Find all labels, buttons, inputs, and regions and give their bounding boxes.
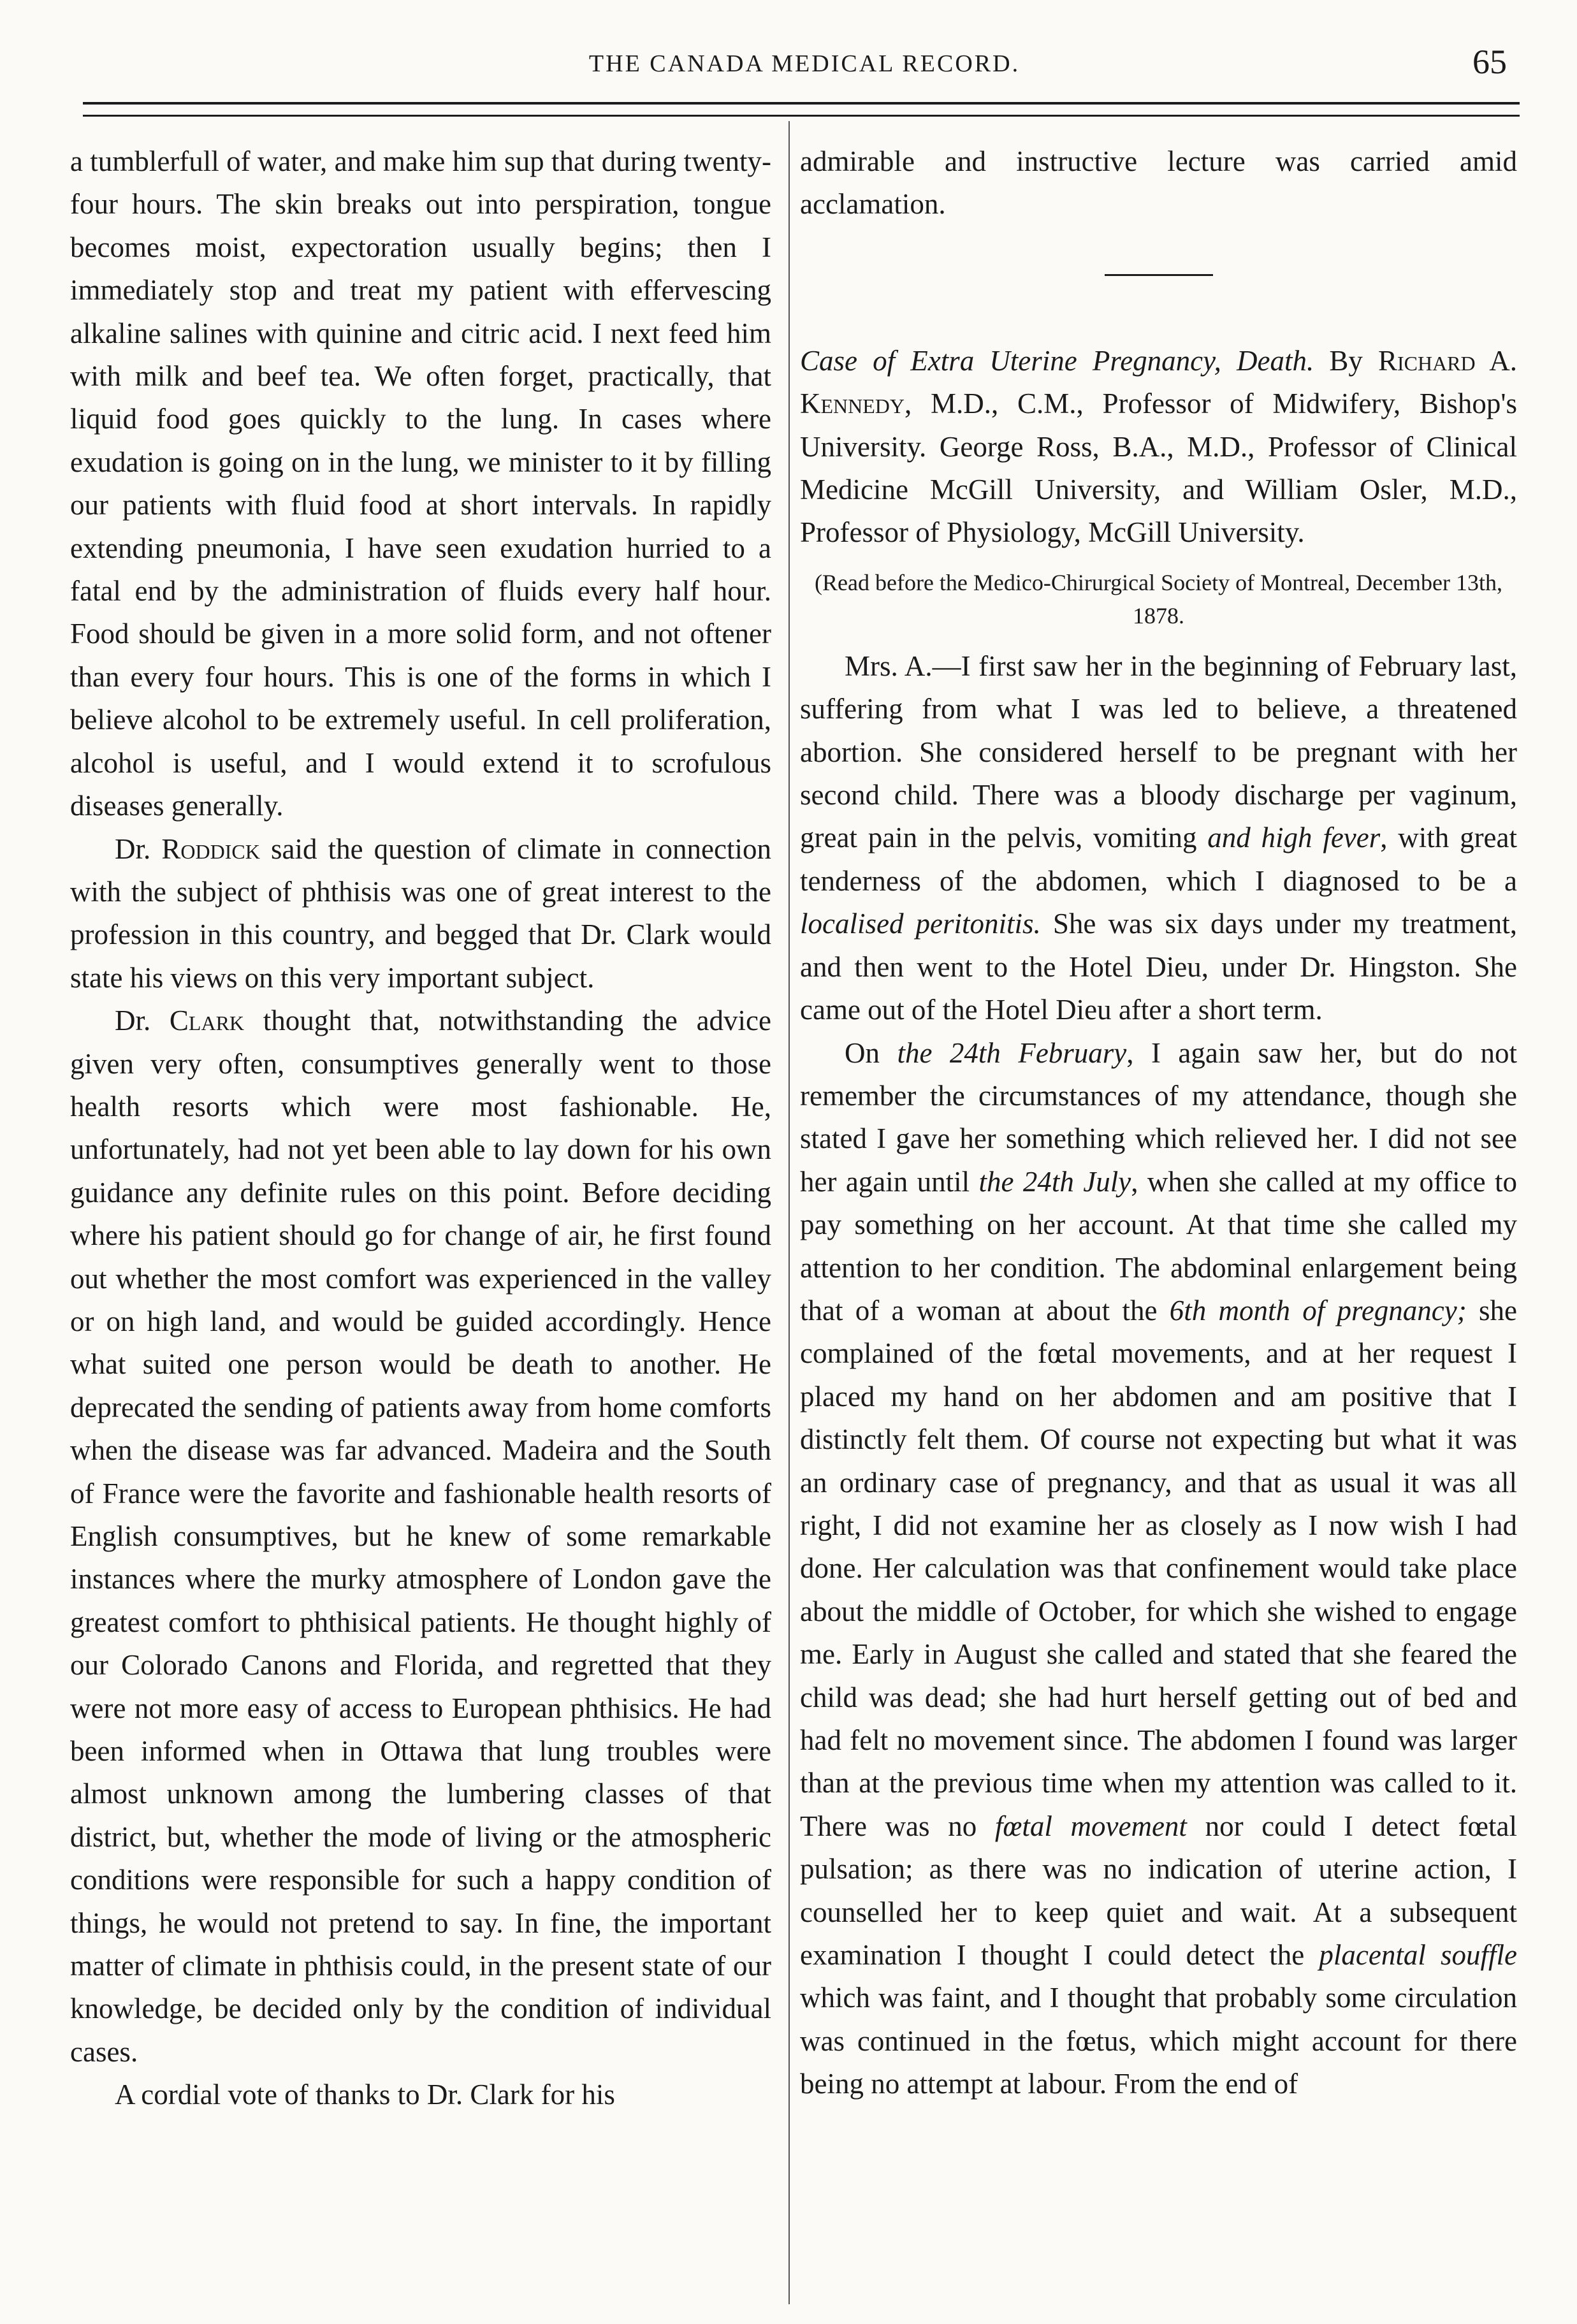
text: she complained of the fœtal movements, and at her request I placed my hand on her abdomen and am positive that I distinctly felt them. Of course not expecting but what it was an ordinary case of pregnancy, and that as usual it was all right, I did not examine her as closely as I now wish I had done. Her calculation was that confinement would take place about the middle of October, for which she wished to engage me. Early in August she called and stated that she feared the child was dead; she had hurt herself getting out of bed and had felt no movement since. The abdomen I found was larger than at the previous time when my attention was called to it. There was no [800,1294,1517,1842]
paragraph: A cordial vote of thanks to Dr. Clark for his [115,2079,615,2111]
paragraph: a tumblerfull of water, and make him sup that during twenty-four hours. The skin breaks out into perspiration, tongue becomes moist, expectoration usually begins; then I immediately stop and treat my patient with effervescing alkaline salines with quinine and citric acid. I next feed him with milk and beef tea. We often forget, practically, that liquid food goes quickly to the lung. In cases where exudation is going on in the lung, we minister to it by filling our patients with fluid food at short intervals. In rapidly extending pneumonia, I have seen exudation hurried to a fatal end by the administration of fluids every half hour. Food should be given in a more solid form, and not oftener than every four hours. This is one of the forms in which I believe alcohol to be extremely useful. In cell proliferation, alcohol is useful, and I would extend it to scrofulous diseases generally. [70,145,771,822]
italic-text: the 24th July [978,1165,1131,1198]
running-title: THE CANADA MEDICAL RECORD. [588,50,1021,77]
paragraph [800,645,1517,1032]
text: , when she called at my office to pay something on her account. At that time she called my attention to her condition. The abdominal enlargement being that of a woman at about the [800,1165,1517,1326]
reading-note: (Read before the Medico-Chirurgical Society of Montreal, December 13th, 1878. [815,569,1502,628]
paragraph: Dr. Roddick said the question of climate in connection with the subject of phthisis was one of great interest to the profession in this country, and begged that Dr. Clark would state his views on this very important subject. [70,832,771,994]
right-column [800,140,1517,2106]
italic-text: the 24th February [897,1036,1127,1069]
article-heading [800,340,1517,555]
italic-text: and high fever [1207,822,1381,854]
page-number: 65 [1472,43,1507,81]
paragraph-text: thought that, notwithstanding the advice given very often, consumptives generally went to those health resorts which were most fashionable. He, unfortunately, had not yet been able to lay down for his own guidance any definite rules on this point. Before deciding where his patient should go for change of air, he first found out whether the most comfort was experienced in the valley or on high land, and would be guided accordingly. Hence what suited one person would be death to another. He deprecated the sending of patients away from home comforts when the disease was far advanced. Madeira and the South of France were the favorite and fashionable health resorts of English consumptives, but he knew of some remarkable instances where the murky atmosphere of London gave the greatest comfort to phthisical patients. He thought highly of our Colorado Canons and Florida, and regretted that they were not more easy of access to European phthisics. He had been informed when in Ottawa that lung troubles were almost unknown among the lumbering classes of that district, but, whether the mode of living or the atmospheric conditions were responsible for such a happy condition of things, he would not pretend to say. In fine, the important matter of climate in phthisis could, in the present state of our knowledge, be decided only by the condition of individual cases. [70,1005,771,2068]
paragraph-text: said the question of climate in connection with the subject of phthisis was one of great interest to the profession in this country, and begged that Dr. Clark would state his views on this very important subject. [70,832,771,994]
paragraph [800,1032,1517,2106]
text: which was faint, and I thought that probably some circulation was continued in the fœtus, which might account for there being no attempt at labour. From the end of [800,1982,1517,2100]
text: , I again saw her, but do not remember the circumstances of my attendance, though she stated I gave her something which relieved her. I did not see her again until [800,1036,1518,1198]
section-separator [1105,274,1213,276]
italic-text: fœtal movement [994,1810,1187,1842]
speaker-name: Clark [169,1005,245,1037]
header-rule [83,102,1520,105]
article-title: Case of Extra Uterine Pregnancy, Death. [800,344,1314,377]
left-column [70,140,771,2117]
italic-text: 6th month of pregnancy; [1169,1294,1467,1326]
paragraph: admirable and instructive lecture was carried amid acclamation. [800,145,1517,221]
paragraph: Dr. Clark thought that, notwithstanding the advice given very often, consumptives generally went to those health resorts which were most fashionable. He, unfortunately, had not yet been able to lay down for his own guidance any definite rules on this point. Before deciding where his patient should go for change of air, he first found out whether the most comfort was experienced in the valley or on high land, and would be guided accordingly. Hence what suited one person would be death to another. He deprecated the sending of patients away from home comforts when the disease was far advanced. Madeira and the South of France were the favorite and fashionable health resorts of English consumptives, but he knew of some remarkable instances where the murky atmosphere of London gave the greatest comfort to phthisical patients. He thought highly of our Colorado Canons and Florida, and regretted that they were not more easy of access to European phthisics. He had been informed when in Ottawa that lung troubles were almost unknown among the lumbering classes of that district, but, whether the mode of living or the atmospheric conditions were responsible for such a happy condition of things, he would not pretend to say. In fine, the important matter of climate in phthisis could, in the present state of our knowledge, be decided only by the condition of individual cases. [70,1005,771,2068]
speaker-name: Roddick [161,832,260,865]
text: nor could I detect fœtal pulsation; as there was no indication of uterine action, I counselled her to keep quiet and wait. At a subsequent examination I thought I could detect the [800,1810,1517,1972]
author-credits: , M.D., C.M., Professor of Midwifery, Bishop's University. George Ross, B.A., M.D., Professor of Clinical Medicine McGill University, and William Osler, M.D., Professor of Physiology, McGill University. [800,388,1517,549]
italic-text: placental souffle [1319,1939,1517,1972]
header-rule-double [83,115,1520,117]
column-divider [788,121,790,2304]
italic-text: localised peritonitis. [800,908,1041,940]
by-word: By [1329,344,1363,377]
author-name: Richard A. Kennedy [800,344,1518,420]
text: Mrs. A.—I first saw her in the beginning of February last, suffering from what I was led to believe, a threatened abortion. She considered herself to be pregnant with her second child. There was a bloody discharge per vaginum, great pain in the pelvis, vomiting [800,650,1517,854]
text: , with great tenderness of the abdomen, which I diagnosed to be a [800,822,1517,897]
page-header [83,37,1526,94]
text: On [845,1036,898,1069]
text: She was six days under my treatment, and then went to the Hotel Dieu, under Dr. Hingston. She came out of the Hotel Dieu after a short term. [800,908,1517,1026]
